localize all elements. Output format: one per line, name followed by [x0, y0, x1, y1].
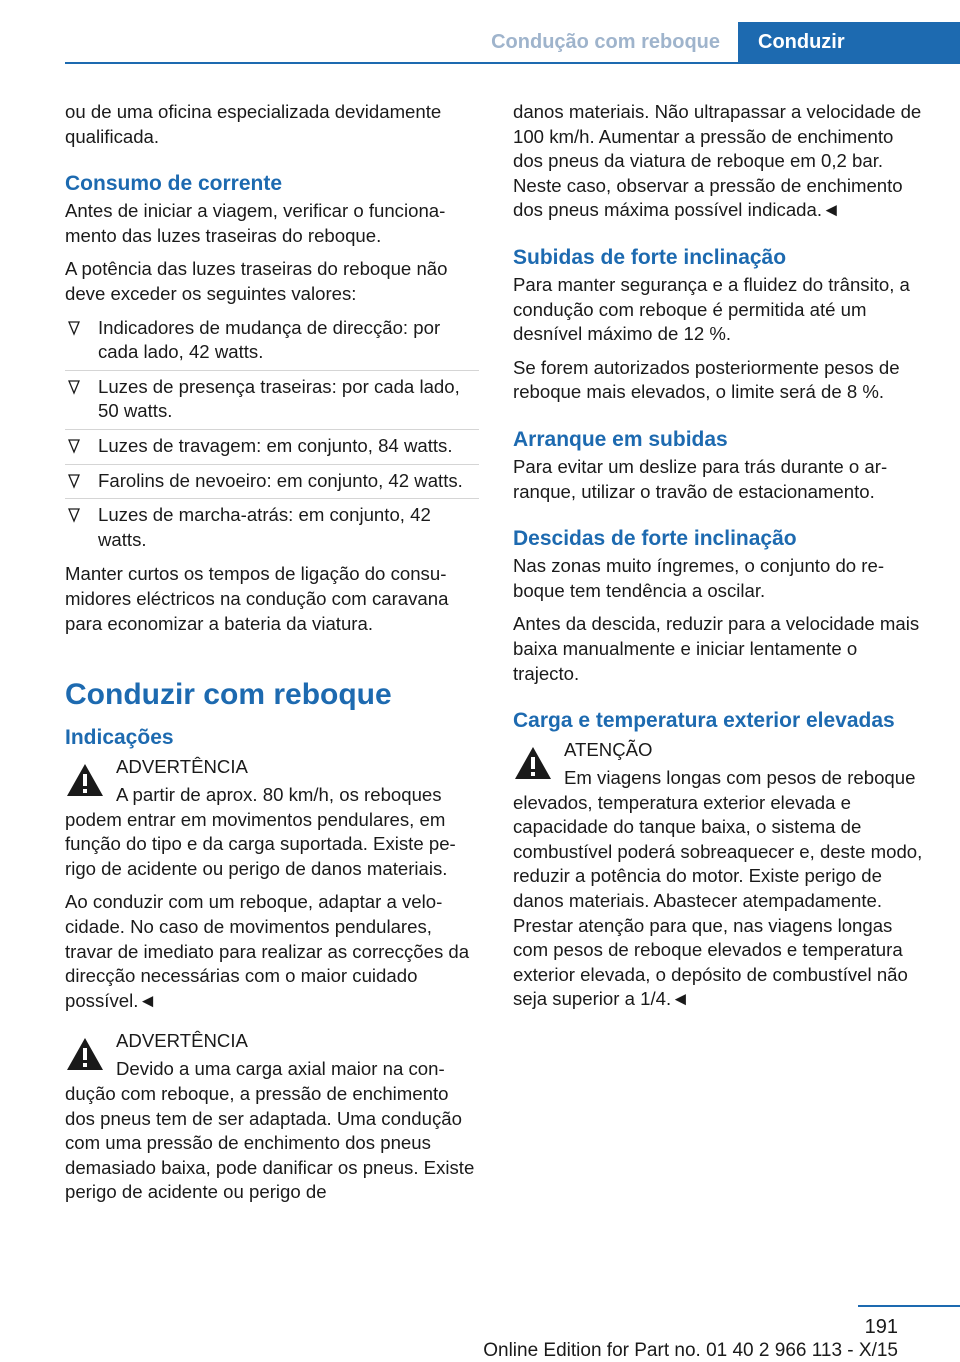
consumo-paragraph-1: Antes de iniciar a viagem, verificar o funcionamento das luzes traseiras do reboque. [65, 200, 446, 246]
warning-triangle-icon [65, 1035, 105, 1073]
list-item-text: Indicadores de mudança de direcção: por cada lado, 42 watts. [98, 316, 441, 363]
right-column [513, 100, 927, 1021]
arranque-paragraph-1: Para evitar um deslize para trás durante o arranque, utilizar o travão de estacionamento. [513, 455, 888, 502]
chapter-title: Conduzir com reboque [65, 678, 392, 712]
continuation-paragraph: danos materiais. Não ultrapassar a velocidade de 100 km/h. Aumentar a pressão de enchimento dos pneus da viatura de reboque em 0,2 bar. Neste caso, observar a pressão de enchimento dos pneus máxima possível indicada.◄ [513, 101, 922, 221]
warning-2-title: ADVERTÊNCIA [116, 1030, 248, 1052]
warning-2-text: Devido a uma carga axial maior na condução com reboque, a pressão de enchimento dos pneus tem de ser adaptada. Uma condução com uma pressão de enchimento dos pneus demasiado baixa, pode danificar os pneus. Existe perigo de acidente ou perigo de [65, 1058, 475, 1203]
header-rule [65, 62, 960, 64]
page-number: 191 [864, 1316, 898, 1338]
consumo-paragraph-3: Manter curtos os tempos de ligação do consumidores eléctricos na condução com caravana para economizar a bateria da viatura. [65, 563, 449, 634]
list-item-text: Luzes de travagem: em conjunto, 84 watts. [98, 434, 453, 456]
intro-paragraph: ou de uma oficina especializada devidamente qualificada. [65, 101, 442, 147]
list-item [65, 469, 479, 500]
section-heading-arranque: Arranque em subidas [513, 427, 728, 451]
footer-edition: Online Edition for Part no. 01 40 2 966 113 - X/15 [483, 1340, 898, 1361]
consumo-paragraph-2: A potência das luzes traseiras do reboque não deve exceder os seguintes valores: [65, 258, 448, 304]
attention-text: Em viagens longas com pesos de reboque elevados, temperatura exterior elevada e capacidade do tanque baixa, o sistema de combustível poderá sobreaquecer e, deste modo, reduzir a potência do motor. Existe perigo de danos materiais. Abastecer atempadamente. Prestar atenção para que, nas viagens longas com pesos de reboque elevados e temperatura exterior elevada, o depósito de combustível não seja superior a 1/4.◄ [513, 767, 923, 1010]
section-heading-consumo: Consumo de corrente [65, 172, 283, 196]
footer-rule [858, 1305, 960, 1307]
section-heading-descidas: Descidas de forte inclinação [513, 527, 797, 551]
left-column [65, 100, 479, 1214]
list-item-text: Luzes de presença traseiras: por cada lado, 50 watts. [98, 375, 460, 422]
indicacoes-paragraph-1: Ao conduzir com um reboque, adaptar a velocidade. No caso de movimentos pendulares, travar de imediato para realizar as correcções da direcção necessárias com o maior cuidado possível.◄ [65, 891, 470, 1011]
power-limits-list [65, 316, 479, 558]
subidas-paragraph-1: Para manter segurança e a fluidez do trânsito, a condução com reboque é permitida até um desnível máximo de 12 %. [513, 273, 910, 345]
warning-1-title: ADVERTÊNCIA [116, 756, 248, 778]
section-heading-carga: Carga e temperatura exterior elevadas [513, 709, 895, 733]
header-section-tab: Conduzir [738, 22, 960, 62]
warning-notice-1 [65, 753, 479, 881]
list-item-text: Farolins de nevoeiro: em conjunto, 42 watts. [98, 469, 463, 491]
list-item [65, 316, 479, 371]
list-item-text: Luzes de marcha-atrás: em conjunto, 42 watts. [98, 504, 431, 550]
descidas-paragraph-2: Antes da descida, reduzir para a velocidade mais baixa manualmente e iniciar lentamente o trajecto. [513, 613, 920, 684]
section-heading-indicacoes: Indicações [65, 726, 174, 750]
descidas-paragraph-1: Nas zonas muito íngremes, o conjunto do reboque tem tendência a oscilar. [513, 555, 885, 601]
warning-triangle-icon [65, 761, 105, 799]
warning-notice-2 [65, 1027, 479, 1205]
bullet-triangle-icon [67, 318, 81, 338]
attention-title: ATENÇÃO [564, 739, 653, 761]
list-item [65, 503, 479, 557]
bullet-triangle-icon [67, 436, 81, 456]
bullet-triangle-icon [67, 505, 81, 525]
list-item [65, 434, 479, 465]
list-item [65, 375, 479, 430]
bullet-triangle-icon [67, 471, 81, 491]
subidas-paragraph-2: Se forem autorizados posteriormente pesos de reboque mais elevados, o limite será de 8 %. [513, 356, 900, 403]
warning-1-text: A partir de aprox. 80 km/h, os reboques podem entrar em movimentos pendulares, em função do tipo e da carga suportada. Existe perigo de acidente ou perigo de danos materiais. [65, 784, 456, 879]
attention-notice [513, 736, 927, 1012]
header-breadcrumb: Condução com reboque [491, 31, 720, 53]
warning-triangle-icon [513, 744, 553, 782]
bullet-triangle-icon [67, 377, 81, 397]
section-heading-subidas: Subidas de forte inclinação [513, 245, 787, 269]
